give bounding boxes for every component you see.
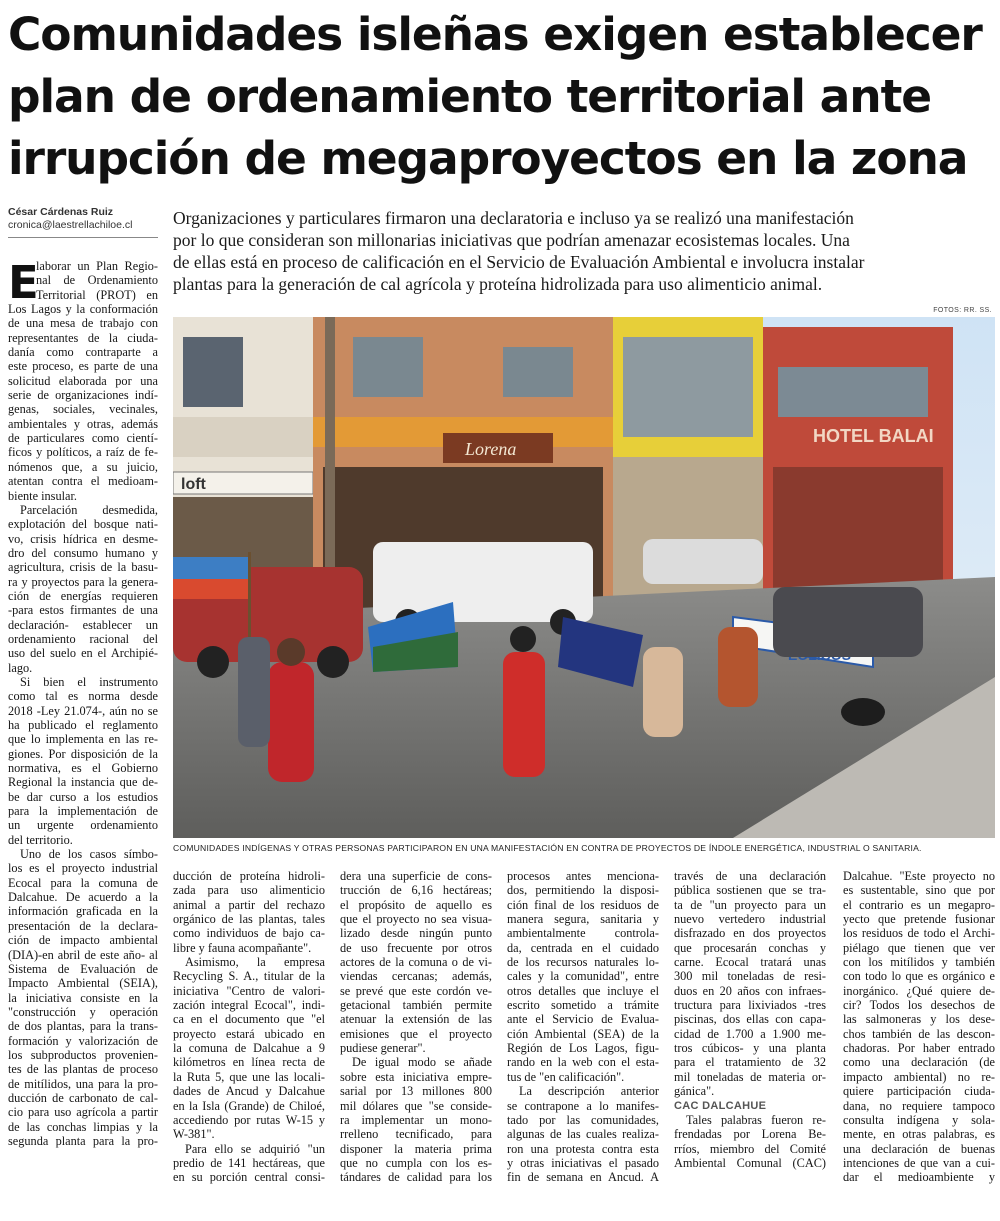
author-name: César Cárdenas Ruiz	[8, 206, 114, 218]
marcher	[238, 637, 270, 747]
article-line: De igual modo se añade	[352, 1055, 492, 1070]
article-line: Los Lagos y la conformación	[8, 302, 158, 317]
article-line: ambientales y otras, además	[8, 416, 158, 431]
wheel	[197, 646, 229, 678]
article-line: vo, crisis hídrica en desme-	[8, 531, 158, 546]
article-line: pública sostienen que se tra-	[674, 883, 826, 898]
article-line: carne. Ecocal tratará unas	[674, 955, 826, 970]
article-line: uso del suelo en el Archipié-	[8, 646, 158, 661]
article-line: intenciones de que van a cui-	[843, 1155, 995, 1170]
article-line: que el proyecto no sea visua-	[340, 912, 492, 927]
article-line: dades de Ancud y Dalcahue	[173, 1084, 325, 1099]
article-line: Tales palabras fueron re-	[686, 1112, 826, 1127]
byline	[8, 206, 158, 232]
byline-divider	[8, 237, 158, 238]
window	[778, 367, 928, 417]
article-line: gánica".	[674, 1084, 715, 1099]
article-line: laborar un Plan Regio-	[36, 259, 158, 273]
sign-lorena: Lorena	[465, 439, 517, 459]
article-line: un urgente ordenamiento	[8, 818, 158, 833]
article-line: proyecto estará ubicado en	[173, 1026, 325, 1041]
article-line: impacto ambiental) no re-	[843, 1069, 995, 1084]
deck-line: por lo que consideran son millonarias iniciativas que podrían amenazar ecosistemas locales. Una	[173, 230, 850, 250]
article-line: ra implementar un mono-	[340, 1112, 492, 1127]
article-line: da, centrada en el cuidado	[507, 940, 659, 955]
article-line: la Ruta 5, que une las locali-	[173, 1069, 325, 1084]
article-line: algunas de las cuales realiza-	[507, 1127, 659, 1142]
article-line: disponer la materia prima	[340, 1141, 492, 1156]
article-line: ta de "un proyecto para un	[674, 897, 826, 912]
article-line: consulta indígena y sola-	[843, 1112, 995, 1127]
article-line: una declaración de buenas	[843, 1141, 995, 1156]
article-line: los es el proyecto industrial	[8, 861, 158, 876]
article-line: frendadas por Lorena Be-	[674, 1127, 826, 1142]
article-line: Sistema de Evaluación de	[8, 961, 158, 976]
article-line: 2018 -Ley 21.074-, aún no se	[8, 703, 158, 718]
article-line: el propósito de aquello es	[340, 897, 492, 912]
article-line: -para estos firmantes de una	[8, 603, 158, 618]
article-line: sobre esta iniciativa empre-	[340, 1069, 492, 1084]
article-line: manera segura, sanitaria y	[507, 912, 659, 927]
white-car	[643, 539, 763, 584]
article-line: como una declaración (de	[843, 1055, 995, 1070]
article-line: iniciativa "Centro de valori-	[173, 983, 325, 998]
sign-hotel: HOTEL BALAI	[813, 426, 934, 446]
article-line: los residuos de todo el Archi-	[843, 926, 995, 941]
window	[503, 347, 573, 397]
window	[183, 337, 243, 407]
photo-credit: FOTOS: RR. SS.	[933, 307, 992, 314]
article-line: viendas cercanas; además,	[340, 969, 492, 984]
article-line: para el tratamiento de 32	[674, 1055, 826, 1070]
article-line: formación y valorización de	[8, 1033, 158, 1048]
dog	[841, 698, 885, 726]
article-line: el contrario es un megapro-	[843, 897, 995, 912]
article-line: sarial por 13 millones 800	[340, 1084, 492, 1099]
article-column-1	[8, 256, 158, 1148]
article-line: W-381".	[173, 1127, 215, 1142]
article-line: piscinas, dos ellas con capa-	[674, 1012, 826, 1027]
article-column-4	[507, 869, 659, 1185]
article-line: de uso frecuente por otros	[340, 940, 492, 955]
article-line: Recycling S. A., titular de la	[173, 969, 325, 984]
article-line: con todo lo que es orgánico e	[843, 969, 995, 984]
article-line: declaración- establecer un	[8, 617, 158, 632]
marcher-head	[510, 626, 536, 652]
headline-line: plan de ordenamiento territorial ante	[8, 70, 931, 123]
protest-photo	[173, 317, 995, 838]
article-line: que procesarán conchas y	[674, 940, 826, 955]
article-line: de particulares como cientí-	[8, 431, 158, 446]
window	[623, 337, 753, 437]
article-line: danía como contraparte a	[8, 345, 158, 360]
marcher	[773, 587, 923, 657]
article-line: mente, en otras palabras, es	[843, 1127, 995, 1142]
article-line: cio para uso agrícola a partir	[8, 1105, 158, 1120]
article-line: tros cúbicos- y una planta	[674, 1041, 826, 1056]
article-line: Uno de los casos símbo-	[20, 847, 158, 862]
article-line: tado por las comunidades,	[507, 1112, 659, 1127]
photo-caption: COMUNIDADES INDÍGENAS Y OTRAS PERSONAS PARTICIPARON EN UNA MANIFESTACIÓN EN CONTRA DE PROYECTOS DE ÍNDOLE ENERGÉTICA, INDUSTRIAL O SANITARIA.	[173, 843, 922, 853]
article-line: solicitud elaborada por una	[8, 373, 158, 388]
article-line: fin de semana en Ancud. A	[507, 1170, 659, 1185]
headline-line: Comunidades isleñas exigen establecer	[8, 8, 982, 61]
article-line: animal a partir del rechazo	[173, 897, 325, 912]
article-line: quiere participación ciuda-	[843, 1084, 995, 1099]
article-line: Para ello se adquirió "un	[185, 1141, 325, 1156]
deck	[173, 207, 995, 295]
article-line: rando en la web con el esta-	[507, 1055, 659, 1070]
article-line: emisiones que el proyecto	[340, 1026, 492, 1041]
article-line: atenuar la extensión de las	[340, 1012, 492, 1027]
article-line: Si bien el instrumento	[20, 674, 158, 689]
article-line: que no cumpla con los es-	[340, 1155, 492, 1170]
article-line: través de una declaración	[674, 869, 826, 883]
marcher	[643, 647, 683, 737]
article-line: ducción de proteína hidroli-	[173, 869, 325, 883]
article-line: otros detalles que incluye el	[507, 983, 659, 998]
article-line: duos en 20 años con infraes-	[674, 983, 826, 998]
article-line: ordenamiento racional del	[8, 631, 158, 646]
article-line: zada para uso alimenticio	[173, 883, 325, 898]
article-line: dana, no requiere tampoco	[843, 1098, 995, 1113]
article-line: de una mesa de trabajo con	[8, 316, 158, 331]
flag-wiphala-band	[173, 579, 248, 599]
article-line: tándares de calidad para los	[340, 1170, 492, 1185]
deck-line: Organizaciones y particulares firmaron una declaratoria e incluso ya se realizó una manifestación	[173, 208, 854, 228]
article-line: representantes de la ciuda-	[8, 330, 158, 345]
photo-illustration	[173, 317, 995, 838]
article-line: Regional la instancia que de-	[8, 775, 158, 790]
article-line: giones. Por disposición de la	[8, 746, 158, 761]
article-line: kilómetros en línea recta de	[173, 1055, 325, 1070]
article-line: segunda planta para la pro-	[8, 1133, 158, 1148]
article-line: la comuna de Dalcahue a 9	[173, 1041, 325, 1056]
article-line: en su porción central consi-	[173, 1170, 325, 1185]
article-line: 300 mil toneladas de resi-	[674, 969, 826, 984]
article-line: biente insular.	[8, 488, 77, 503]
article-line: escrito sometido a trámite	[507, 998, 659, 1013]
article-line: agricultura, crisis de la basu-	[8, 560, 158, 575]
article-line: yecto que pretende fusionar	[843, 912, 995, 927]
article-line: mil dólares que "se conside-	[340, 1098, 492, 1113]
article-line: Dalcahue. "Este proyecto no	[843, 869, 995, 883]
article-line: actores de la comuna o de vi-	[340, 955, 492, 970]
article-line: dos, permitiendo la disposi-	[507, 883, 659, 898]
article-line: libre y fauna acompañante".	[173, 940, 312, 955]
article-line: información graficada en la	[8, 904, 158, 919]
marcher	[268, 662, 314, 782]
headline	[8, 4, 998, 190]
article-line: chadoras. Por haber entrado	[843, 1041, 995, 1056]
article-line: disfrazado en dos proyectos	[674, 926, 826, 941]
headline-line: irrupción de megaproyectos en la zona	[8, 132, 968, 185]
article-line: es sustentable, sino que por	[843, 883, 995, 898]
article-line: del territorio.	[8, 832, 73, 847]
article-line: predio de 141 hectáreas, que	[173, 1155, 325, 1170]
article-line: ha publicado el reglamento	[8, 718, 158, 732]
article-line: be dar curso a los estudios	[8, 789, 158, 804]
article-line: La descripción anterior	[519, 1084, 659, 1099]
article-line: dera una superficie de cons-	[340, 869, 492, 883]
article-line: con los mitílidos y también	[843, 955, 995, 970]
article-line: Ecocal para la comuna de	[8, 875, 158, 890]
article-line: accediendo por rutas W-15 y	[173, 1112, 325, 1127]
article-line: como individuos de bajo ca-	[173, 926, 325, 941]
article-line: Dalcahue. De acuerdo a la	[8, 890, 158, 905]
sign-loft: loft	[181, 476, 206, 493]
article-line: este proceso, es parte de una	[8, 359, 158, 374]
article-line: ron una protesta contra esta	[507, 1141, 659, 1156]
window	[353, 337, 423, 397]
article-line: ca en el documento que "el	[173, 1012, 325, 1027]
article-line: cidad de 1.700 a 1.900 me-	[674, 1026, 826, 1041]
article-line: para la implementación de	[8, 804, 158, 819]
article-line: ra y proyectos para la genera-	[8, 574, 158, 589]
article-line: explotación del bosque nati-	[8, 517, 158, 532]
marcher	[503, 652, 545, 777]
marcher	[718, 627, 758, 707]
article-line: se contrapone a lo manifes-	[507, 1098, 659, 1113]
article-line: ción Ambiental (SEA) de la	[507, 1026, 659, 1041]
article-line: se prevé que este cordón ve-	[340, 983, 492, 998]
article-line: ción final de los residuos de	[507, 897, 659, 912]
article-line: piélago que tienen que ver	[843, 940, 995, 955]
article-line: Territorial (PROT) en	[36, 287, 158, 302]
article-line: pudiese generar".	[340, 1041, 426, 1056]
article-line: cir? Todos los desechos de	[843, 998, 995, 1013]
article-line: de las conchas limpias y la	[8, 1119, 158, 1134]
article-line: atentan contra el medioam-	[8, 474, 158, 489]
article-line: como tal es norma desde	[8, 689, 158, 704]
article-line: inorgánico. ¿Qué quiere de-	[843, 983, 995, 998]
article-column-5	[674, 869, 826, 1170]
article-line: las salmoneras y los dese-	[843, 1012, 995, 1027]
article-column-6	[843, 869, 995, 1185]
article-line: ante el Servicio de Evalua-	[507, 1012, 659, 1027]
article-line: genas, sociales, vecinales,	[8, 402, 158, 417]
article-line: mil toneladas de materia or-	[674, 1069, 826, 1084]
deck-line: de ellas está en proceso de calificación en el Servicio de Evaluación Ambiental e involucra instalar	[173, 252, 865, 272]
article-line: "construcción y operación	[8, 1004, 158, 1019]
drop-cap: E	[8, 256, 39, 309]
article-line: nal de Ordenamiento	[36, 273, 158, 288]
article-line: tes de las plantas de proceso	[8, 1062, 158, 1077]
article-line: la iniciativa consiste en la	[8, 990, 158, 1005]
article-column-2	[173, 869, 325, 1185]
article-line: trucción de 6,16 hectáreas;	[340, 883, 492, 898]
article-line: que lo implementa en las re-	[8, 732, 158, 747]
article-line: Impacto Ambiental (SEIA),	[8, 976, 158, 991]
article-line: y otras iniciativas el pasado	[507, 1155, 659, 1170]
article-line: dar el medioambiente y	[843, 1170, 995, 1185]
wheel	[317, 646, 349, 678]
article-line: nuevo vertedero industrial	[674, 912, 826, 927]
article-line: presentación de la declara-	[8, 918, 158, 933]
article-line: Parcelación desmedida,	[20, 502, 158, 517]
article-line: procesos antes menciona-	[507, 869, 659, 883]
article-line: getacional también permite	[340, 998, 492, 1013]
article-line: Asimismo, la empresa	[185, 955, 325, 970]
article-line: zación integral Ecocal", indi-	[173, 998, 325, 1013]
article-line: tus de "en calificación".	[507, 1069, 625, 1084]
article-line: en la Isla (Grande) de Chiloé,	[173, 1098, 325, 1113]
article-line: lizado desde ningún punto	[340, 926, 492, 941]
article-column-3	[340, 869, 492, 1185]
article-line: cales y la comunidad", entre	[507, 969, 659, 984]
article-line: Ambiental Comunal (CAC)	[674, 1155, 826, 1170]
article-line: serie de organizaciones indí-	[8, 388, 158, 403]
article-line: de dos plantas, para la trans-	[8, 1019, 158, 1034]
article-line: los subproductos provenien-	[8, 1047, 158, 1062]
article-line: tructura para lixiviados -tres	[674, 998, 826, 1013]
article-line: ción de energías requieren	[8, 588, 158, 603]
article-line: ficos y políticos, a raíz de fe-	[8, 445, 158, 460]
article-line: rríos, miembro del Comité	[674, 1141, 826, 1156]
marcher-head	[277, 638, 305, 666]
balcony	[173, 417, 313, 457]
article-line: chos también de las descon-	[843, 1026, 995, 1041]
article-line: nómenos que, a su juicio,	[8, 459, 158, 474]
article-line: ción de impacto ambiental	[8, 933, 158, 948]
article-line: rrelleno tecnificado, para	[340, 1127, 492, 1142]
deck-line: plantas para la generación de cal agrícola y proteína hidrolizada para uso alimenticio animal.	[173, 274, 823, 294]
article-line: de mitílidos, una para la pro-	[8, 1076, 158, 1091]
storefront	[613, 457, 763, 607]
section-subhead: CAC DALCAHUE	[674, 1099, 767, 1112]
article-line: ducción de carbonato de cal-	[8, 1090, 158, 1105]
article-line: de los recursos naturales lo-	[507, 955, 659, 970]
article-line: lago.	[8, 660, 33, 675]
article-line: (DIA)-en abril de este año- al	[8, 947, 158, 962]
article-line: dro del consumo humano y	[8, 545, 158, 560]
article-line: orgánico de las plantas, tales	[173, 912, 325, 927]
author-email: cronica@laestrellachiloe.cl	[8, 219, 133, 231]
article-line: normativa, es el Gobierno	[8, 761, 158, 776]
article-line: Región de Los Lagos, figu-	[507, 1041, 659, 1056]
article-line: ambientalmente controla-	[507, 926, 659, 941]
